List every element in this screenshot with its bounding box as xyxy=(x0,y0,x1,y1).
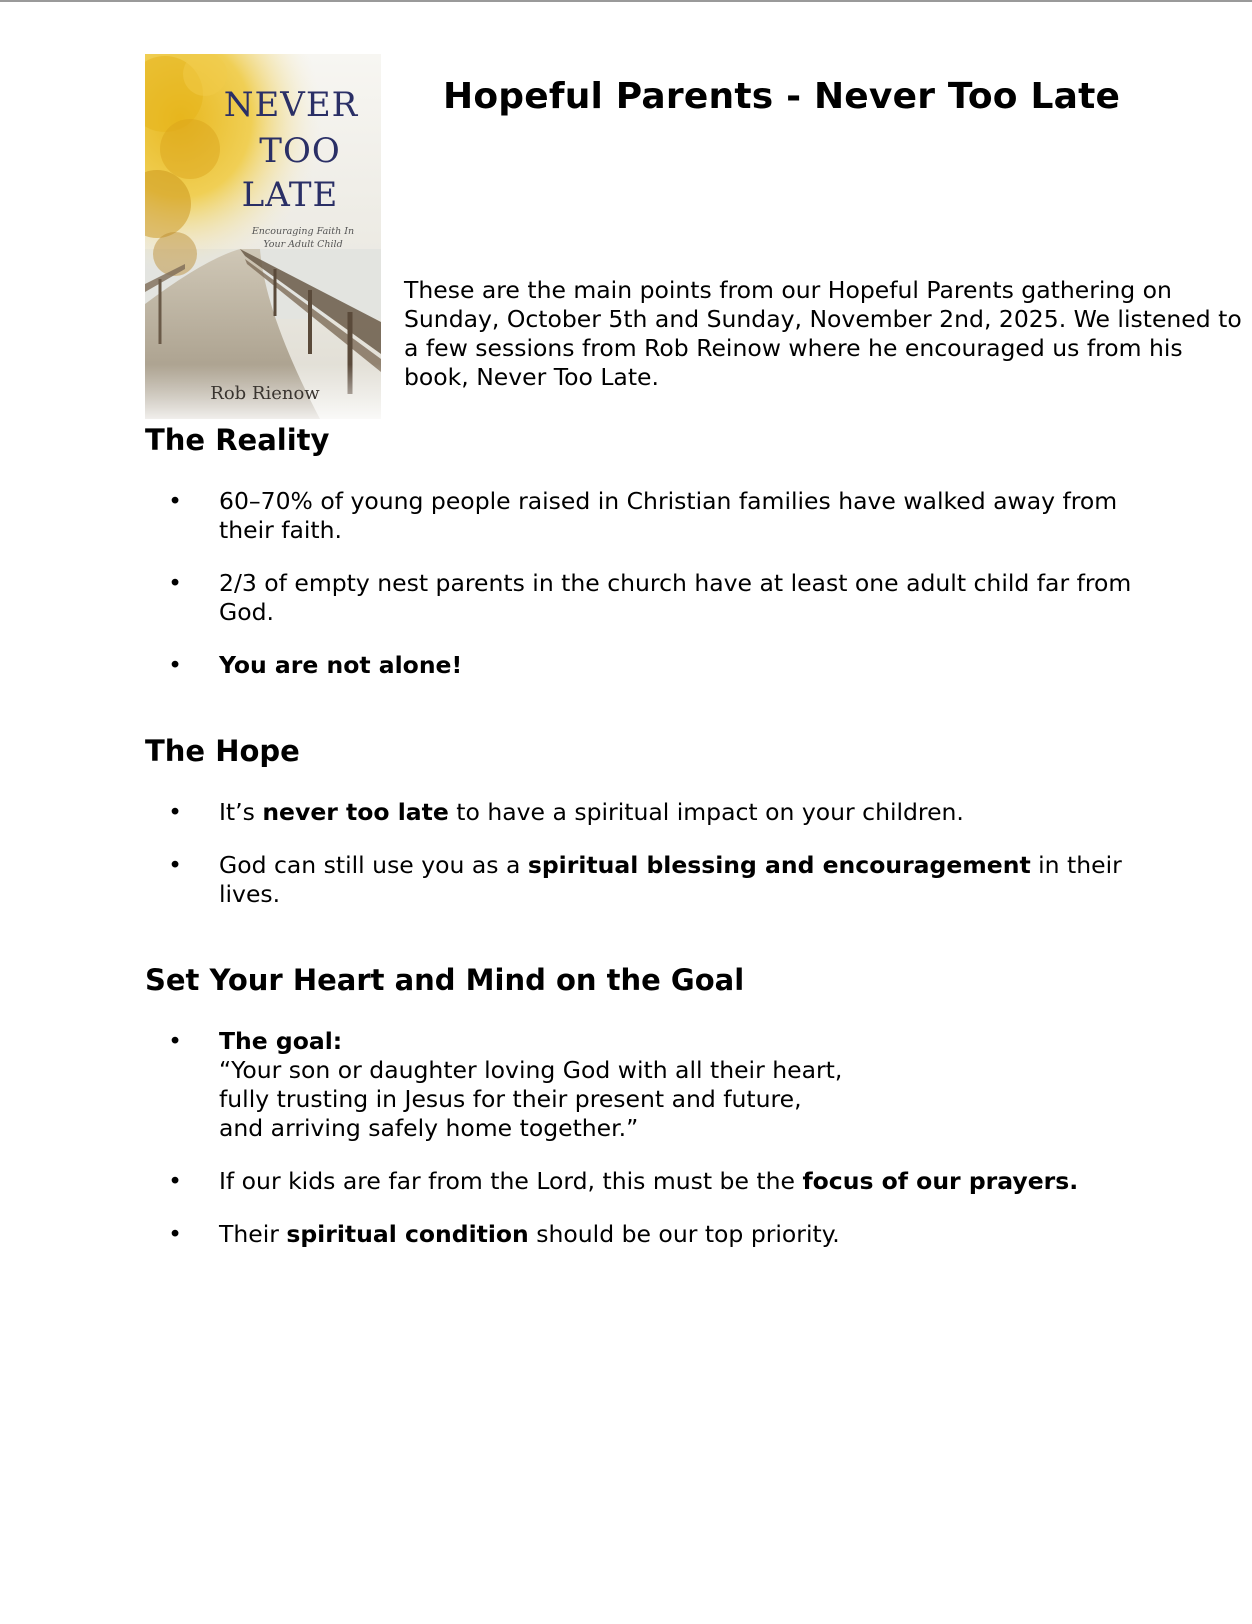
intro-paragraph xyxy=(404,276,1242,392)
intro-line: These are the main points from our Hopeful Parents gathering on xyxy=(404,276,1172,304)
intro-line: a few sessions from Rob Reinow where he encouraged us from his xyxy=(404,334,1183,362)
bullet-icon: • xyxy=(168,1220,182,1248)
page-top-border xyxy=(0,0,1252,2)
hope-bullet-list xyxy=(145,798,1122,909)
list-item: • You are not alone! xyxy=(145,651,1131,680)
bullet-icon: • xyxy=(168,569,182,597)
bullet-icon: • xyxy=(168,1167,182,1195)
section-heading-goal: Set Your Heart and Mind on the Goal xyxy=(145,963,745,997)
goal-bullet-list xyxy=(145,1027,1078,1249)
list-item: • It’s never too late to have a spiritual impact on your children. xyxy=(145,798,1122,827)
section-heading-reality: The Reality xyxy=(145,423,330,457)
intro-line: Sunday, October 5th and Sunday, November 2nd, 2025. We listened to xyxy=(404,305,1242,333)
book-cover-image xyxy=(145,54,381,419)
reality-bullet-list xyxy=(145,487,1131,680)
intro-line: book, Never Too Late. xyxy=(404,363,659,391)
list-item: • 2/3 of empty nest parents in the church have at least one adult child far from God. xyxy=(145,569,1131,627)
list-item: • 60–70% of young people raised in Christian families have walked away from their faith. xyxy=(145,487,1131,545)
cover-title-line-1: NEVER xyxy=(223,85,359,125)
page-title: Hopeful Parents - Never Too Late xyxy=(443,76,1121,117)
goal-quote-line: fully trusting in Jesus for their present and future, xyxy=(219,1085,802,1113)
cover-title-line-2: TOO xyxy=(259,131,341,171)
bullet-icon: • xyxy=(168,798,182,826)
section-heading-hope: The Hope xyxy=(145,734,300,768)
cover-subtitle-line-1: Encouraging Faith In xyxy=(251,226,355,237)
cover-subtitle-line-2: Your Adult Child xyxy=(263,239,343,250)
bullet-icon: • xyxy=(168,651,182,679)
list-item: • If our kids are far from the Lord, this must be the focus of our prayers. xyxy=(145,1167,1078,1196)
list-item: • The goal: “Your son or daughter loving God with all their heart, fully trusting in Jesus for their present and future, and arriving safely home together.” xyxy=(145,1027,1078,1143)
goal-quote-line: and arriving safely home together.” xyxy=(219,1114,639,1142)
bullet-icon: • xyxy=(168,851,182,879)
list-item: • Their spiritual condition should be our top priority. xyxy=(145,1220,1078,1249)
cover-author: Rob Rienow xyxy=(210,383,320,404)
list-item: • God can still use you as a spiritual blessing and encouragement in their lives. xyxy=(145,851,1122,909)
goal-quote-line: “Your son or daughter loving God with all their heart, xyxy=(219,1056,843,1084)
bullet-icon: • xyxy=(168,1027,182,1055)
bullet-icon: • xyxy=(168,487,182,515)
cover-title-line-3: LATE xyxy=(241,175,339,215)
